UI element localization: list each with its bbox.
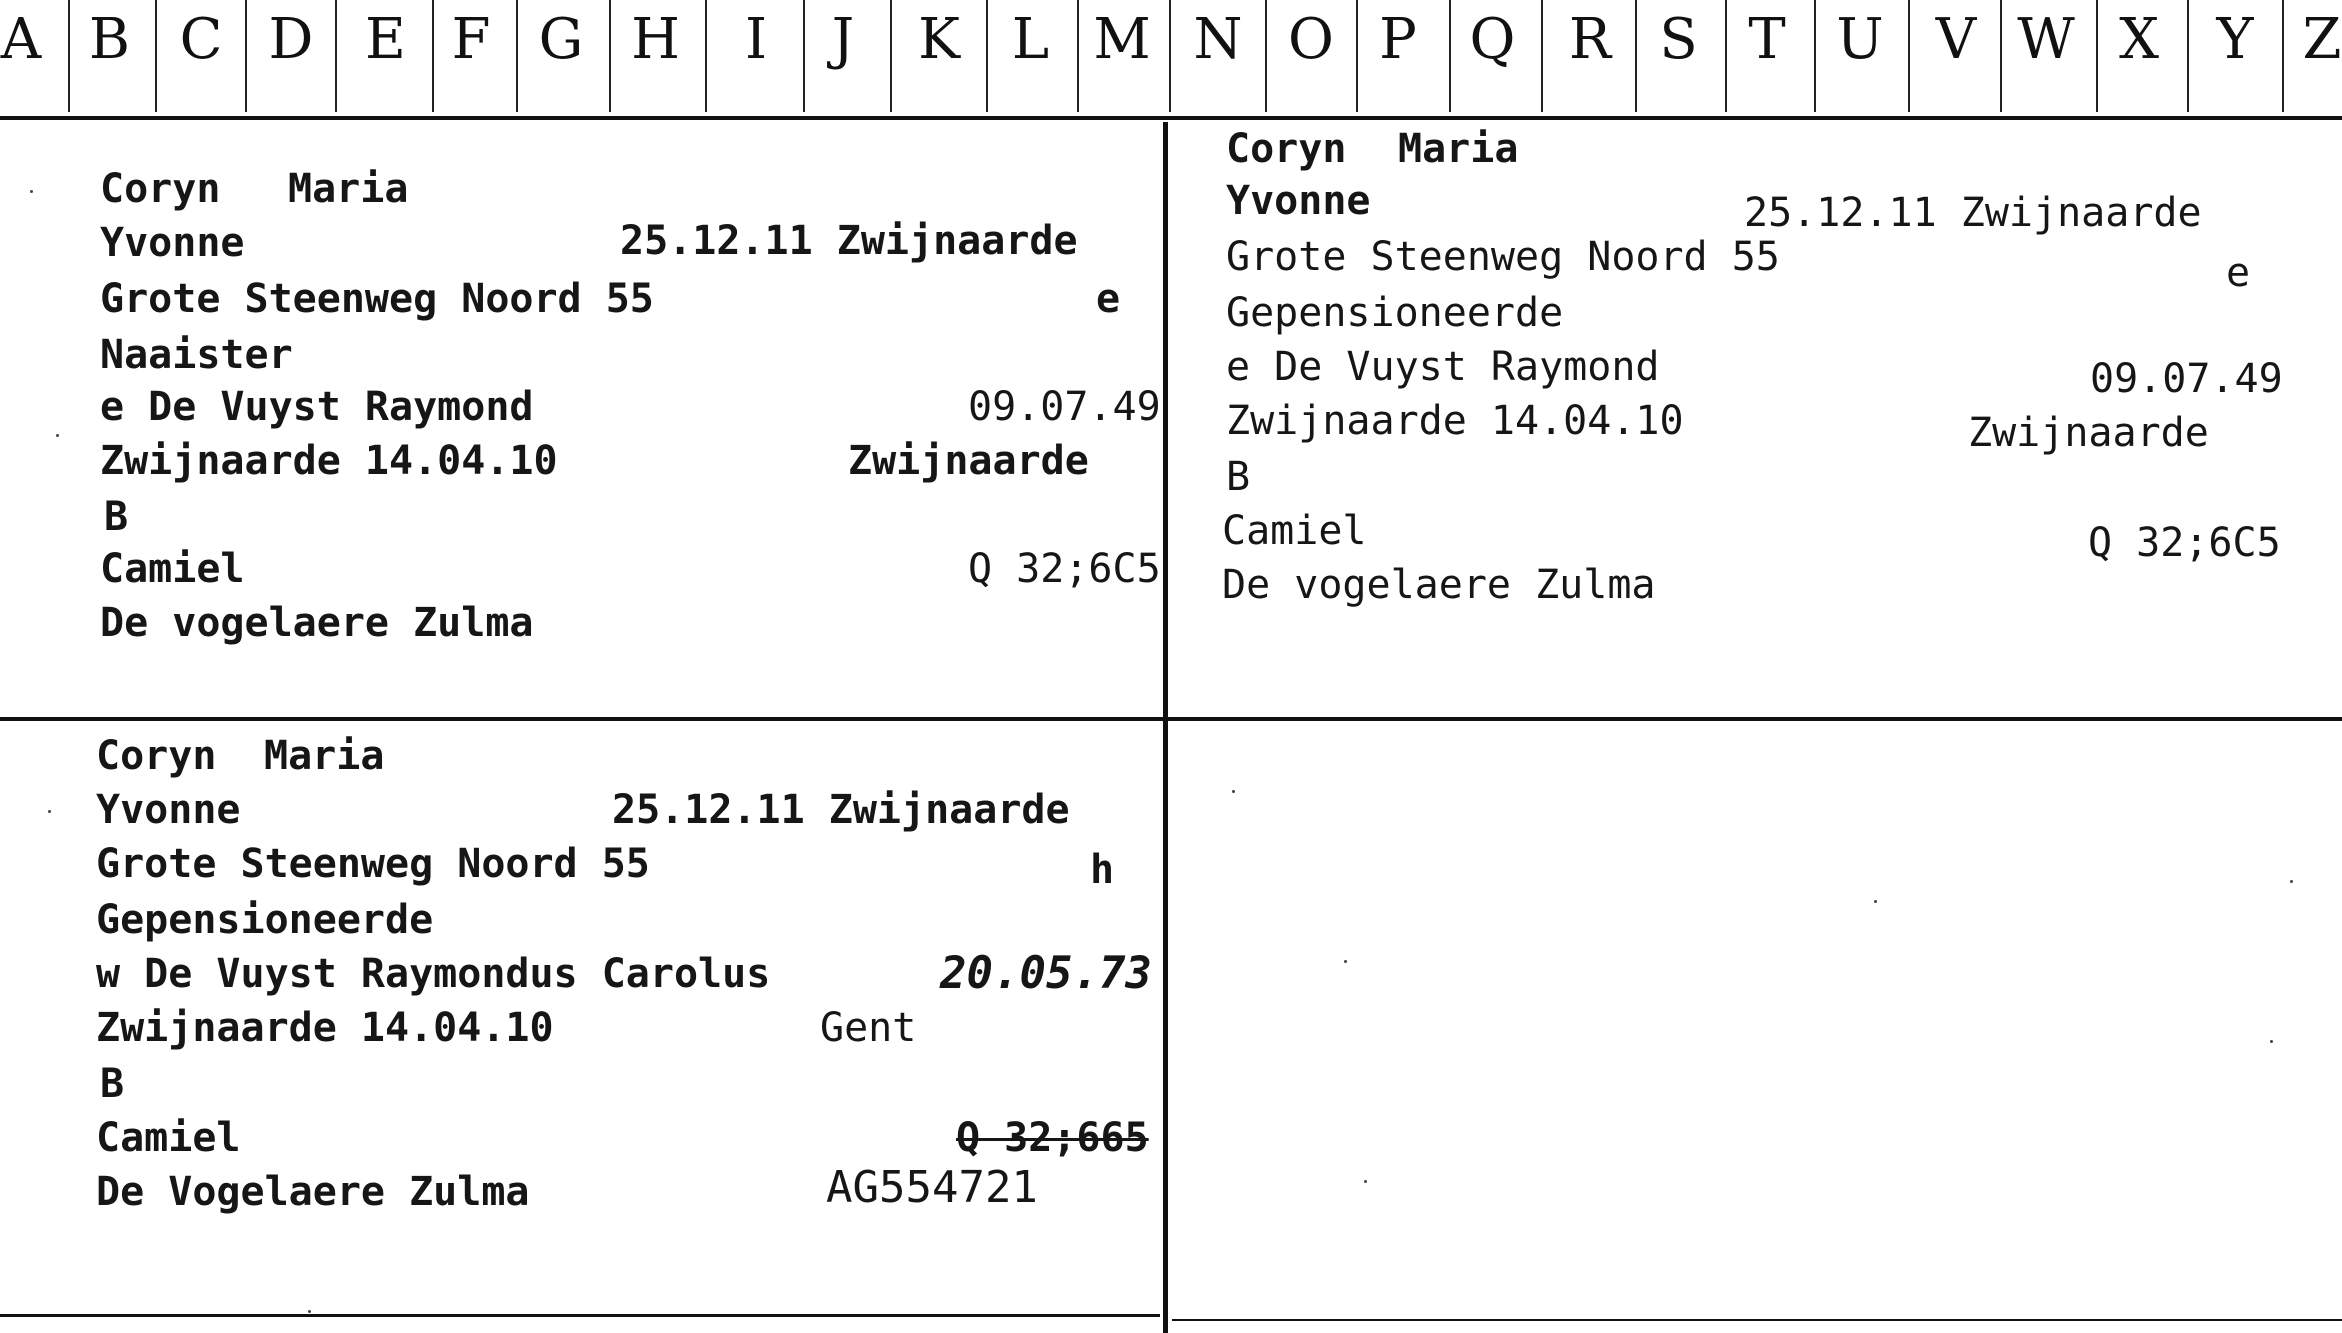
given-name: Maria xyxy=(264,733,385,779)
scan-speck xyxy=(30,190,33,193)
spouse-birth: Zwijnaarde 14.04.10 xyxy=(1226,398,1684,444)
bottom-rule-left xyxy=(0,1314,1160,1317)
index-letter-k: K xyxy=(918,7,960,72)
marriage-place: Zwijnaarde xyxy=(1968,410,2209,456)
father: Camiel xyxy=(1222,508,1367,554)
surname: Coryn xyxy=(1226,126,1347,172)
address: Grote Steenweg Noord 55 xyxy=(1226,234,1780,280)
index-divider xyxy=(2096,0,2098,112)
index-letter-e: E xyxy=(365,7,406,72)
index-letter-x: X xyxy=(2119,7,2159,72)
spouse: e De Vuyst Raymond xyxy=(1226,344,1660,390)
address: Grote Steenweg Noord 55 xyxy=(100,276,654,322)
code: B xyxy=(100,1061,125,1107)
occupation: Naaister xyxy=(100,332,293,378)
index-letter-w: W xyxy=(2017,7,2075,72)
index-divider xyxy=(68,0,70,112)
empty-card-bottom-right xyxy=(1168,721,2342,1317)
scan-speck xyxy=(1232,790,1235,793)
address: Grote Steenweg Noord 55 xyxy=(96,841,650,887)
index-letter-r: R xyxy=(1568,7,1612,72)
mother: De Vogelaere Zulma xyxy=(96,1169,530,1215)
scan-speck xyxy=(48,810,51,813)
index-letter-z: Z xyxy=(2302,7,2342,72)
scan-speck xyxy=(1364,1180,1367,1183)
record-card-top-right xyxy=(1168,122,2342,717)
birth-date-place: 25.12.11 Zwijnaarde xyxy=(612,787,1070,833)
spouse: e De Vuyst Raymond xyxy=(100,384,534,430)
given-name: Maria xyxy=(1398,126,1519,172)
index-divider xyxy=(335,0,337,112)
mother: De vogelaere Zulma xyxy=(1222,562,1656,608)
scan-speck xyxy=(1874,900,1877,903)
record-number: Q 32;6C5 xyxy=(2088,520,2281,566)
scan-speck xyxy=(1344,960,1347,963)
index-divider xyxy=(1169,0,1171,112)
index-divider xyxy=(155,0,157,112)
surname: Coryn xyxy=(96,733,217,779)
spouse-birth: Zwijnaarde 14.04.10 xyxy=(100,438,558,484)
index-divider xyxy=(1814,0,1816,112)
index-letter-a: A xyxy=(0,7,42,72)
index-divider xyxy=(705,0,707,112)
record-card-bottom-left xyxy=(0,721,1163,1314)
bottom-rule-right xyxy=(1172,1319,2342,1321)
struck-record-number: Q 32;665 xyxy=(956,1115,1149,1161)
mother: De vogelaere Zulma xyxy=(100,600,534,646)
index-letter-m: M xyxy=(1093,7,1151,72)
code: B xyxy=(1226,454,1251,500)
index-letter-d: D xyxy=(268,7,314,72)
birth-date-place: 25.12.11 Zwijnaarde xyxy=(620,218,1078,264)
marriage-place: Zwijnaarde xyxy=(848,438,1089,484)
index-letter-s: S xyxy=(1659,7,1698,72)
scan-speck xyxy=(2270,1040,2273,1043)
marker: e xyxy=(1096,276,1121,322)
spouse-date: 09.07.49 xyxy=(968,384,1161,430)
death-place: Gent xyxy=(820,1005,917,1051)
index-divider xyxy=(803,0,805,112)
index-divider xyxy=(1449,0,1451,112)
given-name-2: Yvonne xyxy=(1226,178,1371,224)
scan-speck xyxy=(56,434,59,437)
index-letter-g: G xyxy=(538,7,584,72)
father: Camiel xyxy=(100,546,245,592)
index-letter-f: F xyxy=(451,7,491,72)
index-letter-v: V xyxy=(1935,7,1977,72)
scan-speck xyxy=(2290,880,2293,883)
index-letter-p: P xyxy=(1379,7,1417,72)
index-divider xyxy=(245,0,247,112)
occupation: Gepensioneerde xyxy=(1226,290,1564,336)
given-name-2: Yvonne xyxy=(100,220,245,266)
index-letter-c: C xyxy=(179,7,223,72)
given-name: Maria xyxy=(288,166,409,212)
marker: e xyxy=(2226,250,2251,296)
index-letter-t: T xyxy=(1748,7,1786,72)
index-letter-o: O xyxy=(1288,7,1334,72)
spouse: w De Vuyst Raymondus Carolus xyxy=(96,951,771,997)
index-letter-i: I xyxy=(744,7,768,72)
index-divider xyxy=(890,0,892,112)
index-divider xyxy=(2000,0,2002,112)
surname: Coryn xyxy=(100,166,221,212)
index-divider xyxy=(1077,0,1079,112)
index-divider xyxy=(1908,0,1910,112)
index-letter-b: B xyxy=(88,7,131,72)
index-divider xyxy=(2282,0,2284,112)
index-divider xyxy=(1725,0,1727,112)
record-card-top-left xyxy=(0,122,1163,717)
occupation: Gepensioneerde xyxy=(96,897,434,943)
index-divider xyxy=(609,0,611,112)
index-letter-q: Q xyxy=(1469,7,1516,72)
index-letter-h: H xyxy=(631,7,680,72)
birth-date-place: 25.12.11 Zwijnaarde xyxy=(1744,190,2202,236)
index-divider xyxy=(1635,0,1637,112)
index-divider xyxy=(2187,0,2189,112)
alphabet-index-strip xyxy=(0,0,2342,120)
index-strip-bottom-rule xyxy=(0,116,2342,120)
index-letter-n: N xyxy=(1193,7,1243,72)
father: Camiel xyxy=(96,1115,241,1161)
marker: h xyxy=(1090,847,1115,893)
index-letter-j: J xyxy=(831,7,855,72)
index-letter-u: U xyxy=(1836,7,1884,72)
record-number: Q 32;6C5 xyxy=(968,546,1161,592)
spouse-date: 09.07.49 xyxy=(2090,356,2283,402)
given-name-2: Yvonne xyxy=(96,787,241,833)
index-letter-l: L xyxy=(1011,7,1050,72)
index-divider xyxy=(1265,0,1267,112)
index-divider xyxy=(986,0,988,112)
index-letter-y: Y xyxy=(2216,7,2254,72)
index-divider xyxy=(1356,0,1358,112)
code: B xyxy=(104,494,129,540)
index-divider xyxy=(432,0,434,112)
scan-speck xyxy=(308,1310,311,1313)
index-divider xyxy=(516,0,518,112)
spouse-date: 20.05.73 xyxy=(940,948,1152,999)
index-divider xyxy=(1541,0,1543,112)
spouse-birth: Zwijnaarde 14.04.10 xyxy=(96,1005,554,1051)
new-record-number: AG554721 xyxy=(826,1162,1038,1213)
